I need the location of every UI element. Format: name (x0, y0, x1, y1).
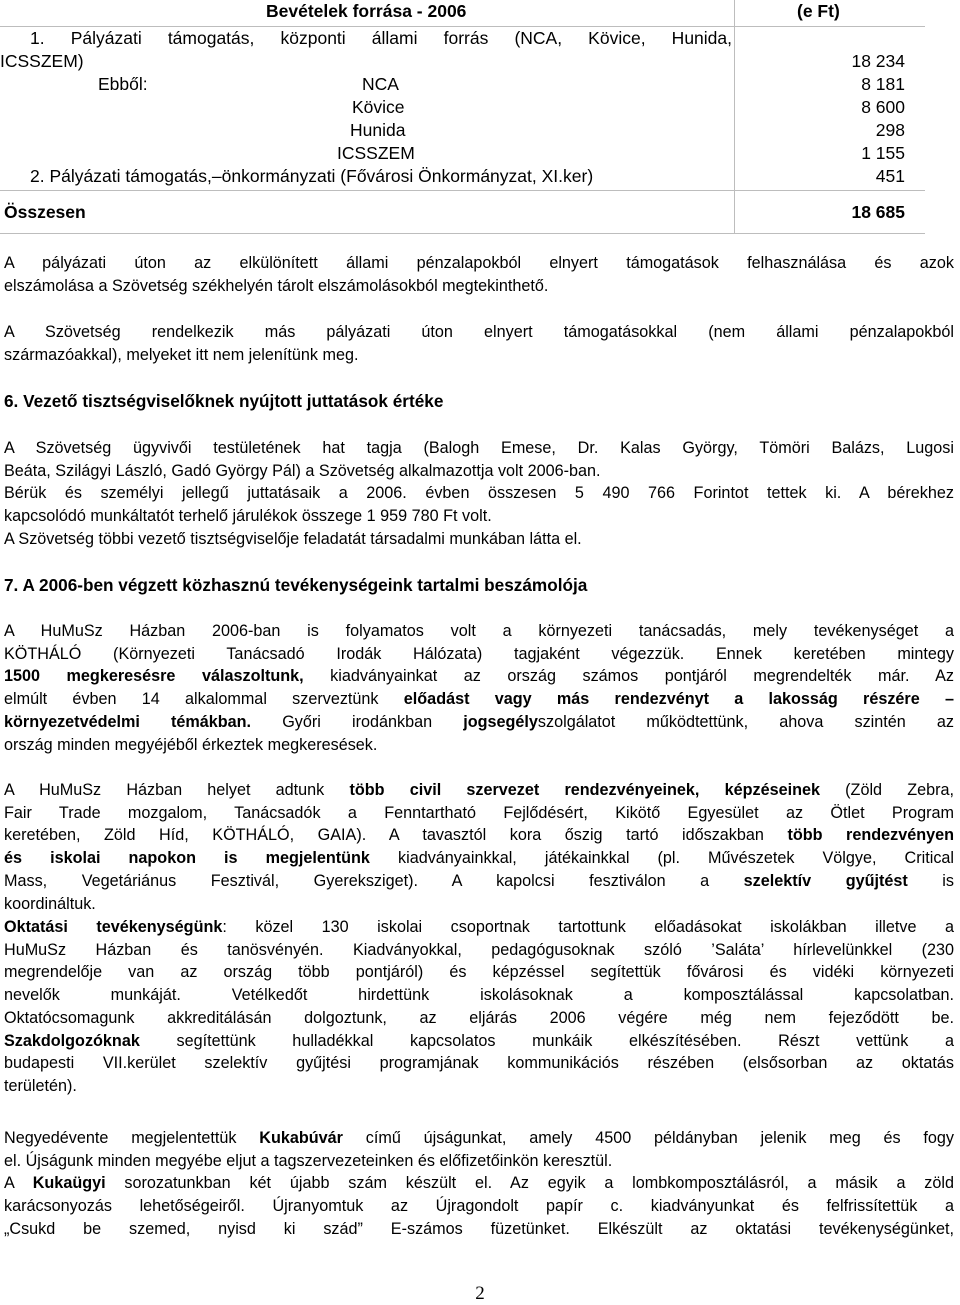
p5-line1: A HuMuSz Házban helyet adtunk több civil szervezet rendezvényeinek, képzéseinek (Zöld Zebra, (4, 781, 955, 799)
p6-line2: HuMuSz Házban és tanösvényén. Kiadványokkal, pedagógusoknak szóló ’Saláta’ hírlevelünkkel (230 (4, 940, 954, 959)
p6-line3: megrendelője van az ország több pontjáról) és képzéssel segítettük fővárosi és vidéki környezeti (4, 963, 954, 982)
p3-line2: Beáta, Szilágyi László, Gadó György Pál) a Szövetség alkalmazottja volt 2006-ban. (4, 461, 601, 480)
p6-line7: budapesti VII.kerület szelektív gyűjtési programjának kommunikációs részében (elsősorban az oktatás (4, 1054, 954, 1073)
p2-line1: A Szövetség rendelkezik más pályázati úton elnyert támogatásokkal (nem állami pénzalapokból (4, 323, 954, 341)
table-unit: (e Ft) (797, 1, 840, 21)
p4-line4: elmúlt évben 14 alkalommal szerveztünk előadást vagy más rendezvényt a lakosság részére – (4, 690, 954, 709)
p1-line2: elszámolása a Szövetség székhelyén tárolt elszámolásokból megtekinthető. (4, 276, 549, 295)
ebbol-label: Ebből: (98, 74, 148, 94)
table-row-hunida (0, 119, 925, 142)
item1-value: 18 234 (851, 51, 905, 71)
paragraph-3 (4, 437, 954, 551)
table-row-item1 (0, 27, 925, 73)
p6-line1: Oktatási tevékenységünk: közel 130 iskolai csoportnak tartottunk előadásokat iskolákban illetve a (4, 918, 954, 936)
paragraph-6 (4, 916, 954, 1098)
p7-line3: A Kukaügyi sorozatunkban két újabb szám készült el. Az egyik a lombkomposztálásról, a másik a zöld (4, 1174, 954, 1193)
p2-line2: származóakkal), melyeket itt nem jelenítünk meg. (4, 345, 359, 364)
sub-value-icsszem: 1 155 (861, 143, 905, 163)
table-row-icsszem (0, 142, 925, 165)
p7-line2: el. Újságunk minden megyébe eljut a tagszervezeteinken és előfizetőinkön keresztül. (4, 1151, 613, 1170)
p6-line5: Oktatócsomagunk akkreditálásán dolgoztunk, az eljárás 2006 végére még nem fejeződött be. (4, 1008, 954, 1027)
page-number: 2 (475, 1283, 485, 1304)
revenue-table (0, 0, 925, 234)
p3-line3: Bérük és személyi jellegű juttatásaik a 2006. évben összesen 5 490 766 Forintot tettek ki. A bérekhez (4, 484, 954, 503)
p6-line4: nevelők munkáját. Vetélkedőt hirdettünk iskolásoknak a komposztálással kapcsolatban. (4, 986, 954, 1005)
p7-line4: karácsonyozás lehetőségeiről. Újranyomtuk az Újragondolt papír c. kiadványunkat és felfrissítettük a (4, 1197, 954, 1216)
p3-line4: kapcsolódó munkáltatót terhelő járulékok összege 1 959 780 Ft volt. (4, 507, 492, 526)
sub-value-kovice: 8 600 (861, 97, 905, 117)
sub-name-hunida: Hunida (350, 120, 406, 140)
p3-line1: A Szövetség ügyvivői testületének hat tagja (Balogh Emese, Dr. Kalas György, Tömöri Balázs, Lugosi (4, 439, 954, 457)
p3-line5: A Szövetség többi vezető tisztségviselője feladatát társadalmi munkában látta el. (4, 529, 582, 548)
sub-name-nca: NCA (362, 74, 399, 94)
item1-label-line1: 1. Pályázati támogatás, központi állami forrás (NCA, Kövice, Hunida, (30, 28, 732, 48)
section-7-heading: 7. A 2006-ben végzett közhasznú tevékenységeink tartalmi beszámolója (4, 575, 588, 595)
p4-line1: A HuMuSz Házban 2006-ban is folyamatos volt a környezeti tanácsadás, mely tevékenységet a (4, 622, 954, 640)
p5-line3: keretében, Zöld Híd, KÖTHÁLÓ, GAIA). A tavasztól kora őszig tartó időszakban több rendezvényen (4, 826, 955, 845)
paragraph-2 (4, 321, 954, 366)
paragraph-7 (4, 1127, 954, 1241)
total-value: 18 685 (851, 202, 905, 222)
sub-value-nca: 8 181 (861, 74, 905, 94)
p4-line5: környezetvédelmi témákban. Győri irodánkban jogsegélyszolgálatot működtettünk, ahova szintén az (4, 712, 954, 731)
table-row-item2 (0, 165, 925, 191)
item2-value: 451 (875, 166, 905, 186)
p7-line5: „Csukd be szemed, nyisd ki szád” E-számos füzetünket. Elkészült az oktatási tevékenységünket, (4, 1219, 954, 1238)
p1-line1: A pályázati úton az elkülönített állami pénzalapokból elnyert támogatások felhasználása és azok (4, 254, 954, 272)
sub-name-icsszem: ICSSZEM (337, 143, 415, 163)
p4-line6: ország minden megyéjéből érkeztek megkeresések. (4, 735, 378, 754)
section-6-heading: 6. Vezető tisztségviselőknek nyújtott juttatások értéke (4, 391, 444, 411)
p4-line2: KÖTHÁLÓ (Környezeti Tanácsadó Irodák Hálózata) tagjaként végezzük. Ennek keretében mintegy (4, 644, 954, 663)
paragraph-1 (4, 252, 954, 297)
table-row-nca (0, 73, 925, 96)
p6-line8: területén). (4, 1076, 77, 1095)
p7-line1: Negyedévente megjelentettük Kukabúvár című újságunkat, amely 4500 példányban jelenik meg és fogy (4, 1129, 954, 1147)
p5-line5: Mass, Vegetáriánus Fesztivál, Gyereksziget). A kapolcsi fesztiválon a szelektív gyűjtést is (4, 871, 954, 890)
paragraph-4 (4, 620, 954, 756)
p6-line6: Szakdolgozóknak segítettünk hulladékkal kapcsolatos munkáik elkészítésében. Részt vettünk a (4, 1031, 954, 1050)
table-title: Bevételek forrása - 2006 (0, 0, 735, 26)
table-row-total (0, 191, 925, 234)
item2-label: 2. Pályázati támogatás,–önkormányzati (Fővárosi Önkormányzat, XI.ker) (0, 165, 735, 190)
p5-line4: és iskolai napokon is megjelentünk kiadványainkkal, játékainkkal (pl. Művészetek Völgye, Critical (4, 849, 955, 868)
sub-value-hunida: 298 (875, 120, 905, 140)
p5-line2: Fair Trade mozgalom, Tanácsadók a Fenntartható Fejlődésért, Kikötő Egyesület az Ötlet Program (4, 803, 954, 822)
sub-name-kovice: Kövice (352, 97, 405, 117)
paragraph-5 (4, 779, 954, 915)
p5-line6: koordináltuk. (4, 894, 96, 913)
table-header-row (0, 0, 925, 27)
total-label: Összesen (0, 191, 735, 233)
item1-label-line2: ICSSZEM) (0, 51, 84, 71)
table-row-kovice (0, 96, 925, 119)
p4-line3: 1500 megkeresésre válaszoltunk, kiadványainkat az ország számos pontjáról megrendelték már. Az (4, 667, 955, 686)
